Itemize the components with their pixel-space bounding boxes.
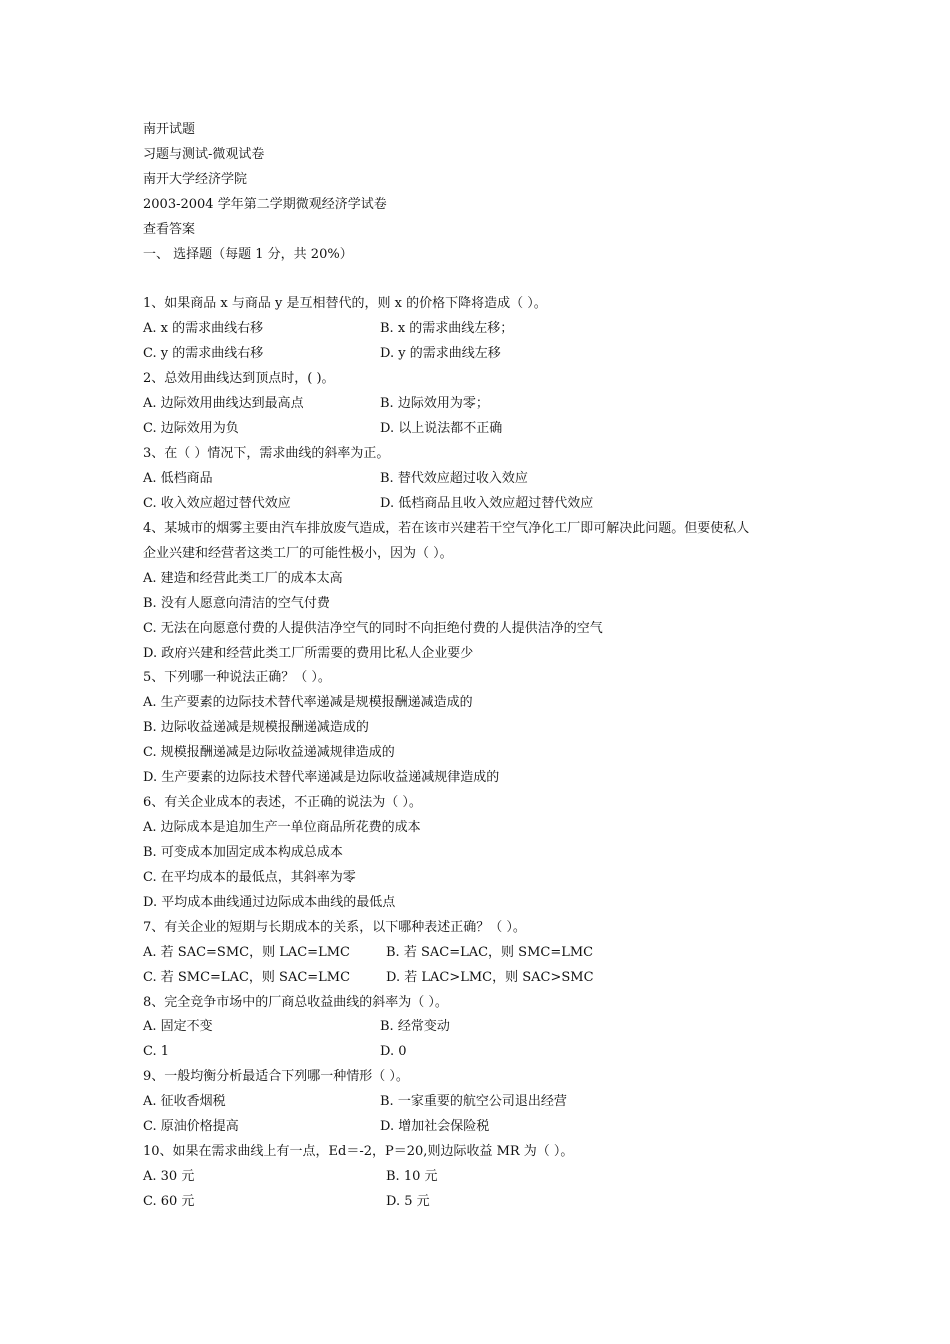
q3-option-b: B. 替代效应超过收入效应 [380,471,528,486]
q3-option-c: C. 收入效应超过替代效应 [143,496,291,511]
q2-option-a: A. 边际效用曲线达到最高点 [143,396,304,411]
q1-stem: 1、如果商品 x 与商品 y 是互相替代的，则 x 的价格下降将造成（ ）。 [143,296,547,311]
q6-option-a: A. 边际成本是追加生产一单位商品所花费的成本 [143,820,421,835]
q4-option-c: C. 无法在向愿意付费的人提供洁净空气的同时不向拒绝付费的人提供洁净的空气 [143,621,603,636]
q6-option-d: D. 平均成本曲线通过边际成本曲线的最低点 [143,895,396,910]
q1-option-d: D. y 的需求曲线左移 [380,346,501,361]
q3-stem: 3、在（ ）情况下，需求曲线的斜率为正。 [143,446,390,461]
q3-option-d: D. 低档商品且收入效应超过替代效应 [380,496,594,511]
q10-option-b: B. 10 元 [386,1169,438,1184]
q7-option-c: C. 若 SMC=LAC，则 SAC=LMC [143,970,351,985]
q1-option-c: C. y 的需求曲线右移 [143,346,264,361]
q8-option-c: C. 1 [143,1044,170,1059]
q10-option-c: C. 60 元 [143,1194,195,1209]
q8-stem: 8、完全竞争市场中的厂商总收益曲线的斜率为（ ）。 [143,995,448,1010]
q9-option-b: B. 一家重要的航空公司退出经营 [380,1094,567,1109]
doc-institution: 南开大学经济学院 [143,172,248,187]
q5-option-d: D. 生产要素的边际技术替代率递减是边际收益递减规律造成的 [143,770,500,785]
q5-option-a: A. 生产要素的边际技术替代率递减是规模报酬递减造成的 [143,695,473,710]
q8-option-d: D. 0 [380,1044,407,1059]
doc-title: 南开试题 [143,122,196,137]
doc-subtitle: 习题与测试-微观试卷 [143,147,265,162]
q10-option-d: D. 5 元 [386,1194,430,1209]
q7-option-d: D. 若 LAC>LMC，则 SAC>SMC [386,970,594,985]
q10-option-a: A. 30 元 [143,1169,195,1184]
q5-option-c: C. 规模报酬递减是边际收益递减规律造成的 [143,745,395,760]
q7-stem: 7、有关企业的短期与长期成本的关系，以下哪种表述正确？（ ）。 [143,920,526,935]
q6-option-c: C. 在平均成本的最低点，其斜率为零 [143,870,356,885]
q9-option-a: A. 征收香烟税 [143,1094,226,1109]
q7-option-b: B. 若 SAC=LAC，则 SMC=LMC [386,945,594,960]
q9-option-c: C. 原油价格提高 [143,1119,239,1134]
q6-option-b: B. 可变成本加固定成本构成总成本 [143,845,343,860]
view-answers-text: 查看答案 [143,222,196,237]
q7-option-a: A. 若 SAC=SMC，则 LAC=LMC [143,945,350,960]
doc-exam-title: 2003-2004 学年第二学期微观经济学试卷 [143,197,387,212]
q6-stem: 6、有关企业成本的表述，不正确的说法为（ ）。 [143,795,422,810]
q3-option-a: A. 低档商品 [143,471,213,486]
q8-option-b: B. 经常变动 [380,1019,450,1034]
q1-option-b: B. x 的需求曲线左移； [380,321,514,336]
q4-option-d: D. 政府兴建和经营此类工厂所需要的费用比私人企业要少 [143,646,474,661]
q1-option-a: A. x 的需求曲线右移 [143,321,264,336]
q2-stem: 2、总效用曲线达到顶点时，( )。 [143,371,335,386]
q4-stem-line1: 4、某城市的烟雾主要由汽车排放废气造成，若在该市兴建若干空气净化工厂即可解决此问题。但要使私人 [143,521,750,536]
q4-stem-line2: 企业兴建和经营者这类工厂的可能性极小，因为（ ）。 [143,546,453,561]
q2-option-d: D. 以上说法都不正确 [380,421,503,436]
q9-option-d: D. 增加社会保险税 [380,1119,490,1134]
q4-option-b: B. 没有人愿意向清洁的空气付费 [143,596,330,611]
q9-stem: 9、一般均衡分析最适合下列哪一种情形（ ）。 [143,1069,409,1084]
q5-stem: 5、下列哪一种说法正确？（ ）。 [143,670,331,685]
q5-option-b: B. 边际收益递减是规模报酬递减造成的 [143,720,369,735]
section-heading: 一、 选择题（每题 1 分，共 20%） [143,247,353,262]
q4-option-a: A. 建造和经营此类工厂的成本太高 [143,571,343,586]
q10-stem: 10、如果在需求曲线上有一点，Ed＝-2，P＝20,则边际收益 MR 为（ ）。 [143,1144,574,1159]
q8-option-a: A. 固定不变 [143,1019,213,1034]
q2-option-c: C. 边际效用为负 [143,421,239,436]
q2-option-b: B. 边际效用为零； [380,396,489,411]
